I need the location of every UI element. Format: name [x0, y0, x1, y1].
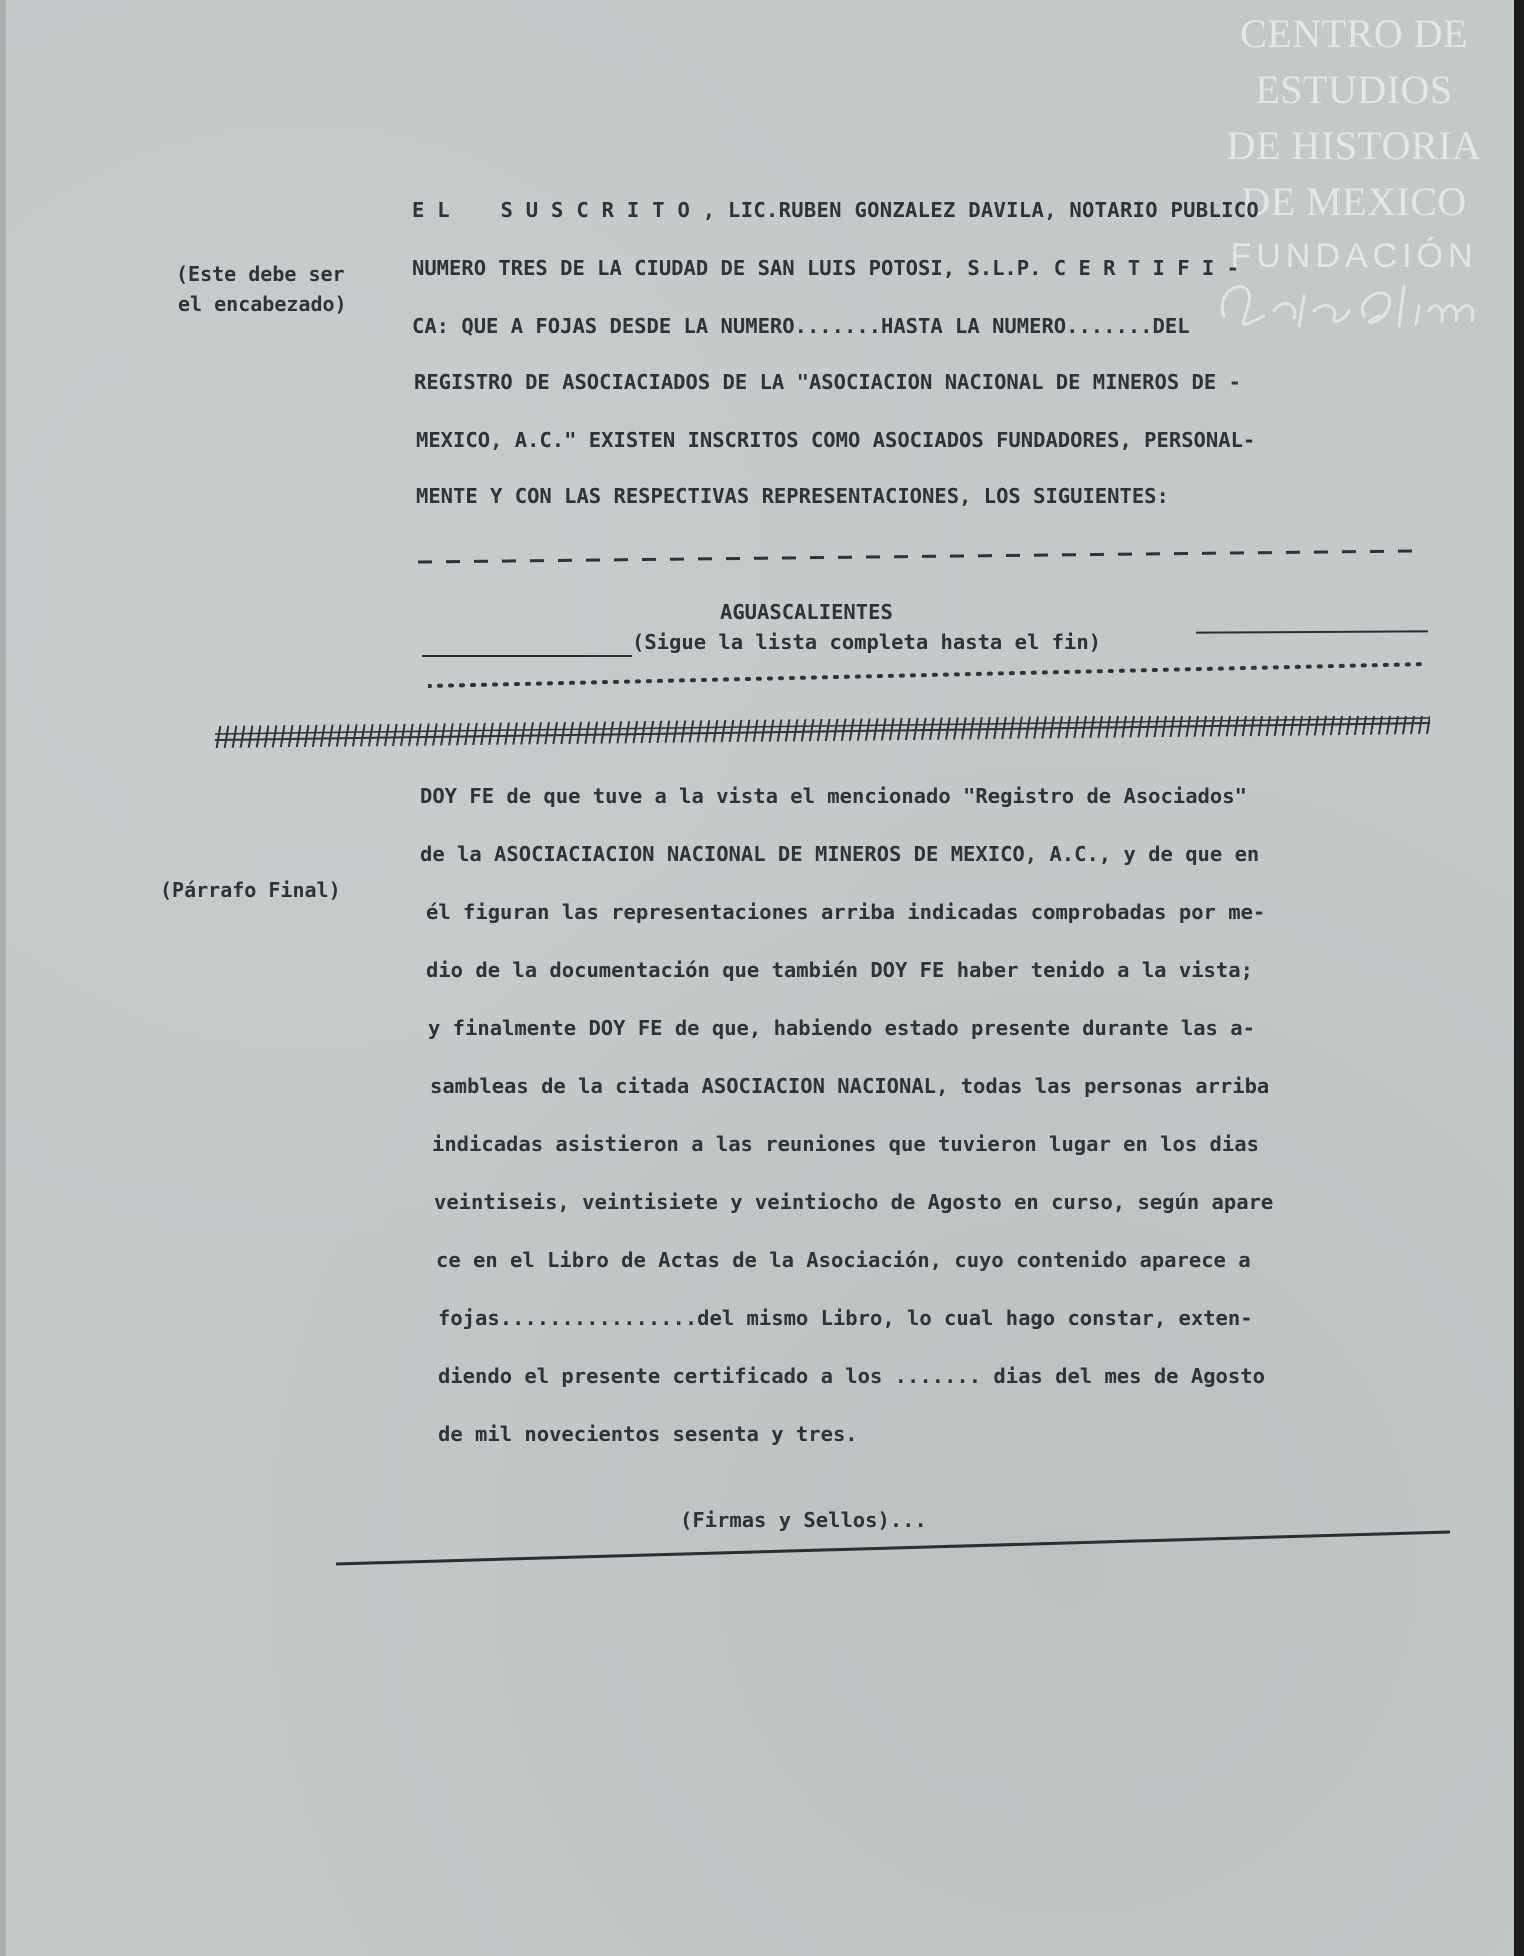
final-paragraph-line: veintiseis, veintisiete y veintiocho de Agosto en curso, según apare — [434, 1190, 1274, 1214]
final-paragraph-line: ce en el Libro de Actas de la Asociación, cuyo contenido aparece a — [436, 1248, 1251, 1272]
header-line: E L S U S C R I T O , LIC.RUBEN GONZALEZ DAVILA, NOTARIO PUBLICO — [412, 198, 1260, 222]
header-line: CA: QUE A FOJAS DESDE LA NUMERO.......HASTA LA NUMERO.......DEL — [412, 314, 1190, 338]
header-line: NUMERO TRES DE LA CIUDAD DE SAN LUIS POTOSI, S.L.P. C E R T I F I - — [412, 256, 1239, 280]
final-paragraph-line: de mil novecientos sesenta y tres. — [438, 1422, 858, 1446]
dotted-separator — [428, 660, 1430, 690]
final-paragraph-line: DOY FE de que tuve a la vista el mencionado "Registro de Asociados" — [420, 784, 1247, 808]
final-paragraph-line: sambleas de la citada ASOCIACION NACIONAL, todas las personas arriba — [430, 1074, 1270, 1098]
page-left-edge — [0, 0, 6, 1956]
final-paragraph-line: indicadas asistieron a las reuniones que tuvieron lugar en los dias — [432, 1132, 1259, 1156]
header-line: REGISTRO DE ASOCIACIADOS DE LA "ASOCIACION NACIONAL DE MINEROS DE - — [414, 370, 1241, 394]
watermark-line: DE MEXICO — [1241, 179, 1467, 224]
final-paragraph-line: él figuran las representaciones arriba indicadas comprobadas por me- — [426, 900, 1266, 924]
final-paragraph-line: dio de la documentación que también DOY FE haber tenido a la vista; — [426, 958, 1253, 982]
list-continuation-note: (Sigue la lista completa hasta el fin) — [632, 630, 1101, 654]
dashed-separator — [418, 548, 1414, 566]
signatures-placeholder: (Firmas y Sellos)... — [680, 1508, 927, 1532]
state-heading: AGUASCALIENTES — [720, 600, 893, 624]
final-paragraph-line: diendo el presente certificado a los ....... dias del mes de Agosto — [438, 1364, 1265, 1388]
header-line: MENTE Y CON LAS RESPECTIVAS REPRESENTACIONES, LOS SIGUIENTES: — [416, 484, 1169, 508]
margin-note-final-paragraph: (Párrafo Final) — [160, 878, 341, 902]
final-paragraph-line: fojas................del mismo Libro, lo cual hago constar, exten- — [438, 1306, 1253, 1330]
margin-note-heading-line1: (Este debe ser — [176, 262, 345, 286]
final-paragraph-line: y finalmente DOY FE de que, habiendo estado presente durante las a- — [428, 1016, 1255, 1040]
watermark-foundation: FUNDACIÓN — [1230, 237, 1478, 275]
watermark-line: ESTUDIOS — [1255, 67, 1453, 112]
watermark-line: DE HISTORIA — [1226, 123, 1482, 168]
bottom-rule — [336, 1528, 1452, 1568]
watermark-line: CENTRO DE — [1240, 11, 1468, 56]
hatched-divider — [215, 708, 1430, 754]
archive-watermark — [1204, 6, 1504, 278]
watermark-signature-icon — [1204, 256, 1504, 346]
page-right-edge — [1514, 0, 1524, 1956]
continuation-rule-left — [422, 655, 632, 657]
continuation-rule-right — [1196, 630, 1428, 633]
header-line: MEXICO, A.C." EXISTEN INSCRITOS COMO ASOCIADOS FUNDADORES, PERSONAL- — [416, 428, 1256, 452]
margin-note-heading-line2: el encabezado) — [178, 292, 347, 316]
final-paragraph-line: de la ASOCIACIACION NACIONAL DE MINEROS DE MEXICO, A.C., y de que en — [420, 842, 1260, 866]
